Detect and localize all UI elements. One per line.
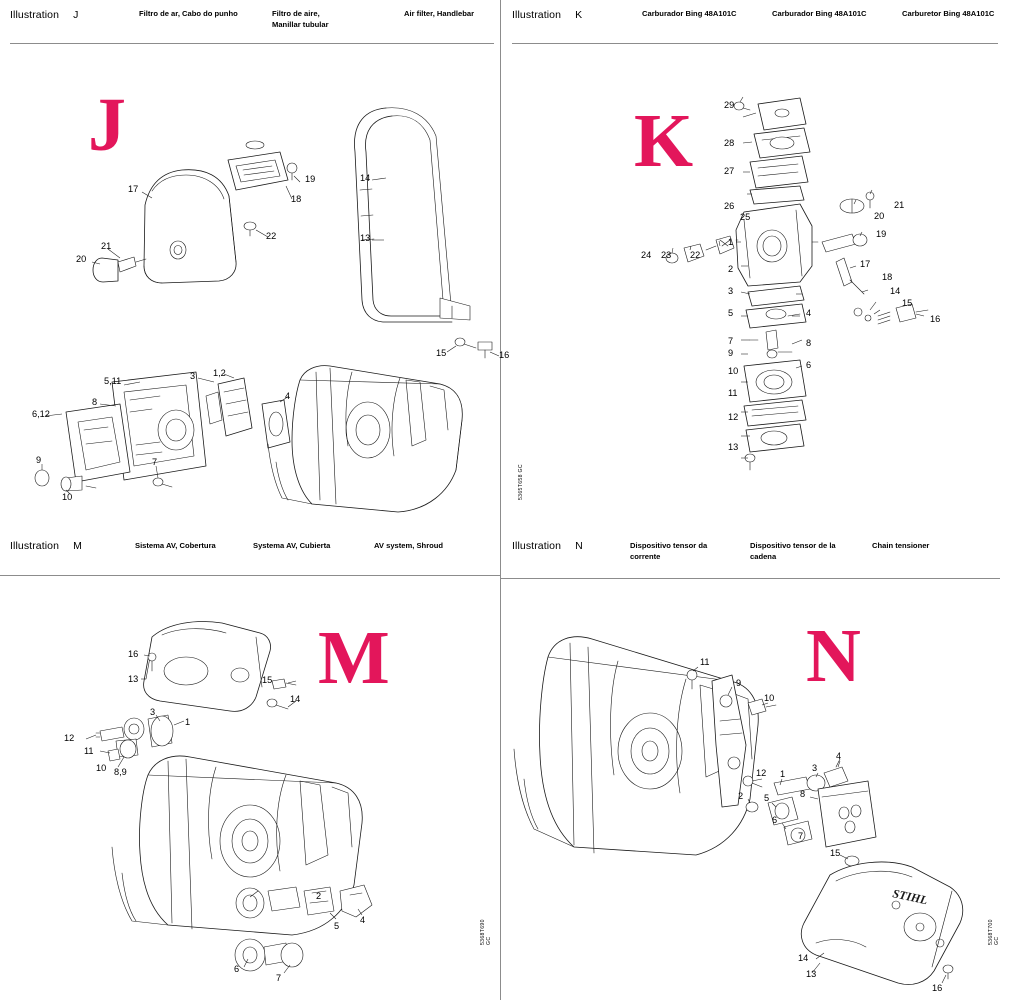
callout-23: 23 <box>661 250 672 260</box>
callout-8: 8 <box>800 789 806 799</box>
callout-16: 16 <box>932 983 943 993</box>
callout-1: 1 <box>185 717 191 727</box>
callout-14: 14 <box>360 173 371 183</box>
callout-10: 10 <box>728 366 739 376</box>
panel-k-big-letter: K <box>634 99 694 183</box>
callout-10: 10 <box>764 693 775 703</box>
callout-6-12: 6,12 <box>32 409 50 419</box>
callout-13: 13 <box>728 442 739 452</box>
callout-10: 10 <box>96 763 107 773</box>
callout-26: 26 <box>724 201 735 211</box>
callout-14: 14 <box>798 953 809 963</box>
callout-18: 18 <box>882 272 893 282</box>
panel-n-drawing <box>500 535 1000 1000</box>
brand-text: STIHL <box>891 886 929 908</box>
panel-n-caption-es: Dispositivo tensor de la cadena <box>750 541 836 561</box>
callout-3: 3 <box>190 371 196 381</box>
callout-2: 2 <box>316 891 322 901</box>
panel-j-caption-en: Air filter, Handlebar <box>404 9 475 18</box>
panel-j-illustration-title: Illustration J <box>10 9 79 21</box>
callout-22: 22 <box>266 231 277 241</box>
callout-24: 24 <box>641 250 652 260</box>
panel-n-caption-pt: Dispositivo tensor da corrente <box>630 541 708 561</box>
callout-17: 17 <box>860 259 871 269</box>
callout-7: 7 <box>728 336 734 346</box>
callout-9: 9 <box>36 455 42 465</box>
callout-15: 15 <box>902 298 913 308</box>
callout-12: 12 <box>64 733 75 743</box>
callout-13: 13 <box>128 674 139 684</box>
callout-8-9: 8,9 <box>114 767 127 777</box>
callout-13: 13 <box>806 969 817 979</box>
callout-6: 6 <box>234 964 240 974</box>
callout-11: 11 <box>84 746 94 756</box>
callout-6: 6 <box>806 360 812 370</box>
callout-16: 16 <box>499 350 510 360</box>
panel-n-illustration-title: Illustration N <box>512 540 583 552</box>
callout-19: 19 <box>876 229 887 239</box>
callout-20: 20 <box>874 211 885 221</box>
callout-7: 7 <box>276 973 282 983</box>
callout-16: 16 <box>128 649 139 659</box>
panel-m <box>0 535 500 1000</box>
callout-3: 3 <box>812 763 818 773</box>
callout-5-11: 5,11 <box>104 376 122 386</box>
panel-j-caption-pt: Filtro de ar, Cabo do punho <box>139 9 238 18</box>
panel-k-caption-en: Carburetor Bing 48A101C <box>902 9 995 18</box>
callout-16: 16 <box>930 314 941 324</box>
callout-10: 10 <box>62 492 73 502</box>
panel-m-big-letter: M <box>318 616 390 700</box>
panel-n-big-letter: N <box>806 614 861 698</box>
callout-5: 5 <box>764 793 770 803</box>
callout-25: 25 <box>740 212 751 222</box>
callout-9: 9 <box>736 678 742 688</box>
callout-22: 22 <box>690 250 701 260</box>
callout-12: 12 <box>728 412 739 422</box>
callout-15: 15 <box>830 848 841 858</box>
callout-18: 18 <box>291 194 302 204</box>
callout-21: 21 <box>894 200 905 210</box>
panel-m-caption-es: Systema AV, Cubierta <box>253 541 331 550</box>
callout-29: 29 <box>724 100 735 110</box>
panel-m-drawing <box>0 535 500 1000</box>
callout-21: 21 <box>101 241 112 251</box>
callout-15: 15 <box>262 675 273 685</box>
panel-k <box>500 0 1000 535</box>
panel-j-big-letter: J <box>88 83 126 167</box>
panel-k-drawing-code: 5365T658 GC <box>518 464 524 500</box>
callout-27: 27 <box>724 166 735 176</box>
callout-13: 13 <box>360 233 371 243</box>
callout-8: 8 <box>806 338 812 348</box>
callout-14: 14 <box>890 286 901 296</box>
callout-1-2: 1,2 <box>213 368 226 378</box>
callout-5: 5 <box>728 308 734 318</box>
callout-19: 19 <box>305 174 316 184</box>
callout-11: 11 <box>728 388 738 398</box>
callout-12: 12 <box>756 768 767 778</box>
panel-k-drawing <box>500 0 1000 500</box>
callout-15: 15 <box>436 348 447 358</box>
panel-m-illustration-title: Illustration M <box>10 540 82 552</box>
callout-7: 7 <box>798 831 804 841</box>
callout-17: 17 <box>128 184 139 194</box>
callout-4: 4 <box>836 751 842 761</box>
callout-9: 9 <box>728 348 734 358</box>
panel-n <box>500 535 1000 1000</box>
panel-k-illustration-title: Illustration K <box>512 9 583 21</box>
panel-n-drawing-code: 5368T700 GC <box>988 919 1000 945</box>
callout-3: 3 <box>728 286 734 296</box>
callout-4: 4 <box>806 308 812 318</box>
callout-1: 1 <box>728 237 734 247</box>
callout-11: 11 <box>700 657 710 667</box>
panel-k-caption-pt: Carburador Bing 48A101C <box>642 9 737 18</box>
panel-m-drawing-code: 5368T690 GC <box>480 919 492 945</box>
callout-1: 1 <box>780 769 786 779</box>
callout-8: 8 <box>92 397 98 407</box>
callout-6: 6 <box>772 815 778 825</box>
callout-3: 3 <box>150 707 156 717</box>
callout-14: 14 <box>290 694 301 704</box>
callout-4: 4 <box>285 391 291 401</box>
panel-m-caption-pt: Sistema AV, Cobertura <box>135 541 216 550</box>
callout-28: 28 <box>724 138 735 148</box>
callout-2: 2 <box>728 264 734 274</box>
panel-j-drawing <box>0 0 500 500</box>
panel-n-caption-en: Chain tensioner <box>872 541 930 550</box>
callout-20: 20 <box>76 254 87 264</box>
panel-m-caption-en: AV system, Shroud <box>374 541 444 550</box>
panel-j <box>0 0 510 535</box>
callout-7: 7 <box>152 457 158 467</box>
panel-j-caption-es: Filtro de aire, Manillar tubular <box>272 9 329 29</box>
callout-2: 2 <box>738 791 744 801</box>
callout-5: 5 <box>334 921 340 931</box>
panel-k-caption-es: Carburador Bing 48A101C <box>772 9 867 18</box>
callout-4: 4 <box>360 915 366 925</box>
